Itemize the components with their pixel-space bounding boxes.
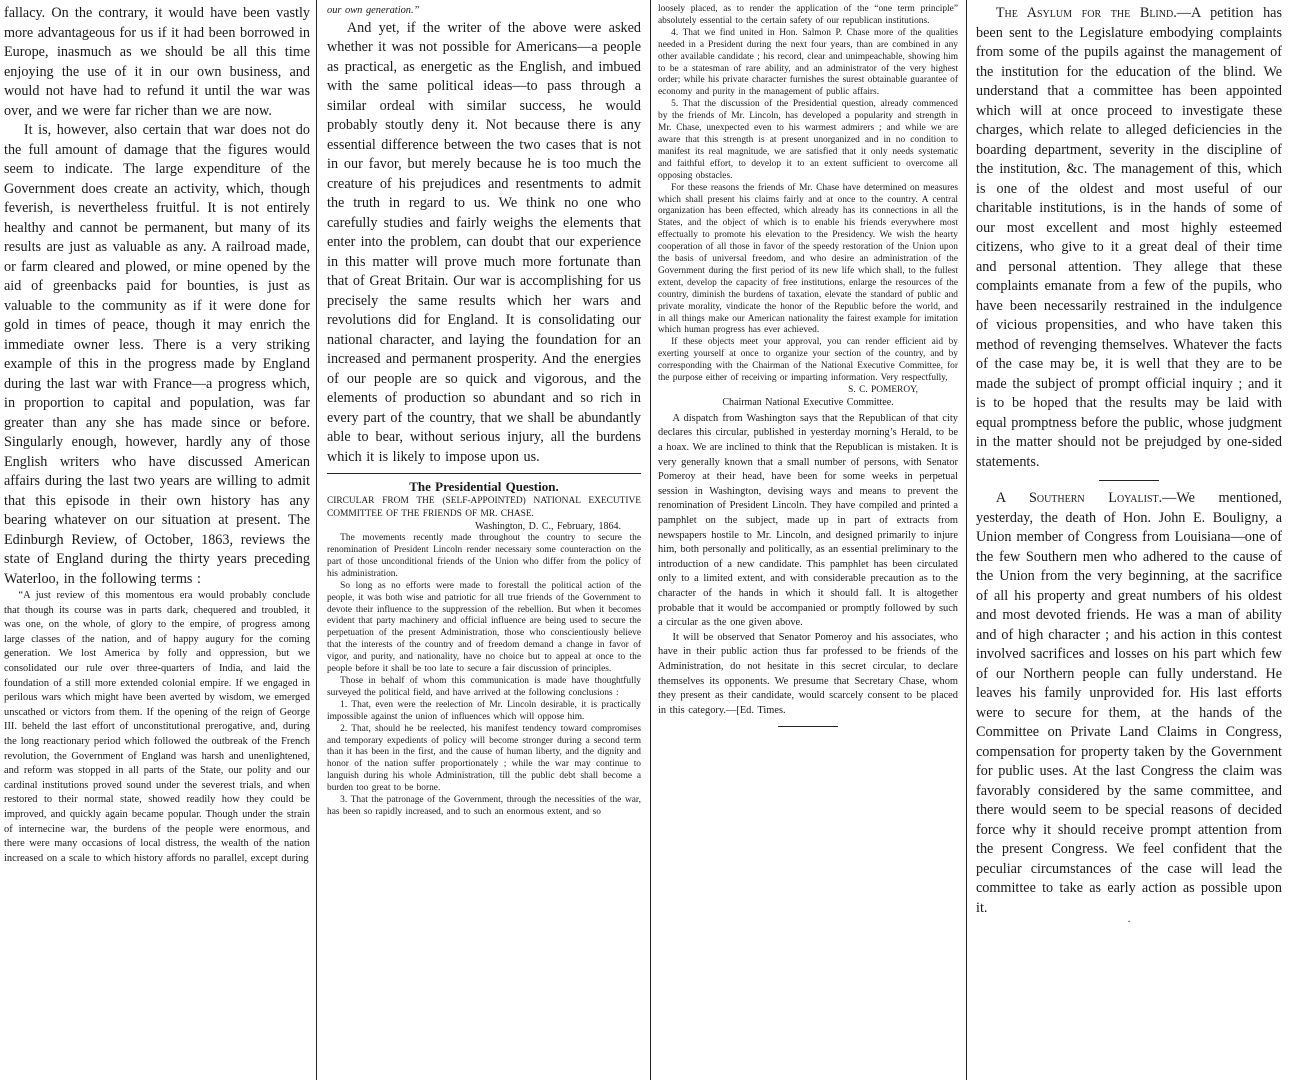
column-4 xyxy=(976,4,1282,1080)
editorial-paragraph: It will be observed that Senator Pomeroy and his associates, who have in their public action thus far professed to be friends of the Administration, do not hesitate in this secret circular, to declare themselves its opponents. We presume that Secretary Chase, whom they present as their candidate, would scarcely consent to be placed in this category.—[Ed. Times. xyxy=(658,631,958,716)
circular-paragraph: 4. That we find united in Hon. Salmon P. Chase more of the qualities needed in a President during the next four years, than are combined in any other available candidate ; his record, clear and unimpeachable, showing him to be a statesman of rare ability, and an administrator of the very highest order; while his private character furnishes the surest obtainable guarantee of economy and purity in the management of public affairs. xyxy=(658,27,958,98)
circular-paragraph: Those in behalf of whom this communication is made have thoughtfully surveyed the political field, and have arrived at the following conclusions : xyxy=(327,675,641,698)
circular-paragraph: 3. That the patronage of the Government, through the necessities of the war, has been so rapidly increased, and to such an enormous extent, and so xyxy=(327,795,641,817)
article-divider xyxy=(1099,480,1159,481)
article-body: —We mentioned, yesterday, the death of Hon. John E. Bouligny, a Union member of Congress from Louisiana—one of the few Southern men who adhered to the cause of the Union from the very beginning, at the sacrifice of all his property and great numbers of his oldest and most devoted friends. He was a man of ability and of high character ; and his action in this contest involved sacrifices and losses on his part which few of our Northern people can fully understand. He leaves his family unprovided for. His last efforts were to secure for them, at the hands of the Committee on Private Land Claims in Congress, compensation for property taken by the Government for public uses. At the last Congress the claim was favorably considered by the same committee, and there would seem to be special reasons of decided force why it should receive prompt attention from the present Congress. We feel confident that the peculiar circumstances of the case will lead the committee to take as early action as possible upon it. xyxy=(976,490,1282,916)
article-heading: A Southern Loyalist. xyxy=(995,490,1163,506)
article-title: The Presidential Question. xyxy=(409,479,559,495)
article-divider xyxy=(327,473,641,474)
circular-paragraph: If these objects meet your approval, you can render efficient aid by exerting yourself at once to organize your section of the country, and by corresponding with the Chairman of the National Executive Committee, for the purpose either of receiving or imparting information. Very respectfully, xyxy=(658,337,958,384)
end-rule xyxy=(778,726,838,727)
column-rule xyxy=(650,0,651,1080)
circular-paragraph: loosely placed, as to render the application of the “one term principle” absolutely essential to the certain safety of our republican institutions. xyxy=(658,4,958,26)
article-subtitle: CIRCULAR FROM THE (SELF-APPOINTED) NATIONAL EXECUTIVE COMMITTEE OF THE FRIENDS OF MR. CHASE. xyxy=(327,496,641,519)
article-paragraph: And yet, if the writer of the above were asked whether it was not possible for Americans—a people as practical, as energetic as the English, and imbued with the same political ideas—to pass through a similar ordeal with similar success, he would probably stoutly deny it. Not because there is any essential difference between the two cases that is not in our favor, but merely because he is too much the creature of his prejudices and resentments to admit the truth in regard to us. We think no one who carefully studies and fairly weighs the elements that enter into the problem, can doubt that our experience in this matter will prove much more fortunate than that of Great Britain. Our war is accomplishing for us precisely the same results which her wars and revolutions did for England. It is consolidating our national character, and laying the foundation for an increased and permanent prosperity. And the energies of our people are so quick and vigorous, and the elements of production so abundant and so rich in every part of the country, that we shall be abundantly able to bear, without serious injury, all the burdens which it is likely to impose upon us. xyxy=(327,19,641,465)
circular-paragraph: 5. That the discussion of the Presidential question, already commenced by the friends of Mr. Lincoln, has developed a popularity and strength in Mr. Chase, unexpected even to his warmest admirers ; and while we are aware that this strength is at present unorganized and in no condition to manifest its real magnitude, we are satisfied that it only needs systematic and faithful effort, to develop it to an extent sufficient to overcome all opposing obstacles. xyxy=(658,99,958,181)
column-rule xyxy=(966,0,967,1080)
article-body: —A petition has been sent to the Legislature embodying complaints from some of the pupils against the management of the institution for the education of the blind. We understand that a committee has been appointed which will at once proceed to investigate these charges, which relate to alleged deficiencies in the boarding department, severity in the discipline of the institution, &c. The management of this, which is one of the oldest and most useful of our charitable institutions, is in the hands of some of our most excellent and most highly esteemed citizens, who give to it a great deal of their time and personal attention. They allege that these complaints emanate from a few of the pupils, who have been necessarily restrained in the indulgence of vicious propensities, and who have taken this method of revenging themselves. Whatever the facts of the case may be, it is well that they are to be made the subject of prompt official inquiry ; and it is to be hoped that the results may be laid with equal promptness before the public, whose judgment in the matter should not be prejudged by one-sided statements. xyxy=(976,5,1282,470)
column-3 xyxy=(658,4,958,1080)
circular-paragraph: 1. That, even were the reelection of Mr. Lincoln desirable, it is practically impossible against the union of influences which will oppose him. xyxy=(327,699,641,722)
dateline: Washington, D. C., February, 1864. xyxy=(475,521,621,533)
circular-paragraph: So long as no efforts were made to forestall the political action of the people, it was both wise and patriotic for all true friends of the Government to devote their influence to the suppression of the rebellion. But when it becomes evident that party machinery and official influence are being used to secure the perpetuation of the present Administration, those who conscientiously believe that the interests of the country and of freedom demand a change in favor of vigor, and purity, and nationality, have no choice but to appeal at once to the people before it shall be too late to secure a fair discussion of principles. xyxy=(327,580,641,675)
signature-name: S. C. POMEROY, xyxy=(848,385,918,395)
quote-continuation: our own generation.” xyxy=(327,5,420,16)
end-dot: · xyxy=(1127,917,1131,928)
article-heading: The Asylum for the Blind. xyxy=(995,5,1177,21)
circular-paragraph: For these reasons the friends of Mr. Chase have determined on measures which shall present his claims fairly and at once to the country. A central organization has been effected, which already has its connections in all the States, and the object of which is to enable his friends everywhere most effectually to promote his elevation to the Presidency. We wish the hearty cooperation of all those in favor of the speedy restoration of the Union upon the basis of universal freedom, and who desire an administration of the Government during the first period of its new life which shall, to the fullest extent, develop the capacity of free institutions, enlarge the resources of the country, diminish the burdens of taxation, elevate the standard of public and private morality, vindicate the honor of the Republic before the world, and in all things make our American nationality the fairest example for imitation which human progress has ever achieved. xyxy=(658,182,958,336)
article-paragraph xyxy=(976,489,1282,918)
article-paragraph: It is, however, also certain that war does not do the full amount of damage that the figures would seem to indicate. The large expenditure of the Government does create an activity, which, though feverish, is nevertheless fruitful. It is not entirely healthy and cannot be permanent, but many of its results are just as valuable as any. A railroad made, or farm cleared and plowed, or mine opened by the aid of greenbacks paid for bounties, is just as valuable to the community as if it were done for gold in times of peace, though it may enrich the immediate owner less. There is a very striking example of this in the progress made by England during the last war with France—a progress which, in proportion to capital and population, was far greater than any she has made since or before. Singularly enough, however, hardly any of those English writers who have discussed American affairs during the last two years are willing to admit that this episode in their own history has any bearing whatever on our situation at present. The Edinburgh Review, of October, 1863, reviews the state of England during the thirty years preceding Waterloo, in the following terms : xyxy=(4,122,310,587)
circular-paragraph: The movements recently made throughout the country to secure the renomination of President Lincoln render necessary some counteraction on the part of those unconditional friends of the Union who differ from the policy of his administration. xyxy=(327,533,641,579)
column-2 xyxy=(327,4,641,1080)
block-quote: “A just review of this momentous era would probably conclude that though its course was in parts dark, chequered and troubled, it was one, on the whole, of glory to the empire, of progress among large classes of the nation, and of happy augury for the coming generation. We lost America by folly and oppression, but we consolidated our rule over three-quarters of India, and laid the foundation of a still more extended colonial empire. If we engaged in perilous wars which might have been averted by wisdom, we emerged unscathed or victors from them. If the opening of the reign of George III. beheld the last effort of unconstitutional prerogative, and, during the long reactionary period which followed the outbreak of the French revolution, the Government of England was harsh and unenlightened, and reform was stopped in all parts of the State, our polity and our cardinal institutions proved sound under the severest trials, and when restored to their normal state, showed readily how they could be improved, and quickly again became popular. Though under the strain of internecine war, the burdens of the people were enormous, and there were many occasions of local distress, the wealth of the nation increased on a scale to which history affords no parallel, except during xyxy=(4,590,310,864)
editorial-paragraph: A dispatch from Washington says that the Republican of that city declares this circular, published in yesterday morning’s Herald, to be a hoax. We are inclined to think that the Republican is mistaken. It is very generally known that a small number of persons, with Senator Pomeroy at their head, have been for some weeks in perpetual session in Washington, devising ways and means to prevent the renomination of President Lincoln. They have compiled and printed a pamphlet on the subject, made up in part of extracts from newspapers hostile to Mr. Lincoln, and designed primarily to injure him, both personally and politically, as an essential preliminary to the introduction of a new candidate. This pamphlet has been circulated only to a limited extent, and with considerable precaution as to the character of the hands in which it should fall. It is altogether probable that it would be accompanied or promptly followed by such a circular as the one given above. xyxy=(658,412,958,629)
circular-paragraph: 2. That, should he be reelected, his manifest tendency toward compromises and temporary expedients of policy will become stronger during a second term than it has been in the first, and the cause of human liberty, and the dignity and honor of the nation suffer proportionately ; while the war may continue to languish during his whole Administration, till the public debt shall become a burden too great to be borne. xyxy=(327,723,641,794)
column-rule xyxy=(316,0,317,1080)
article-paragraph xyxy=(976,4,1282,472)
column-1 xyxy=(4,4,310,1080)
article-paragraph: fallacy. On the contrary, it would have been vastly more advantageous for us if it had been borrowed in Europe, inasmuch as we should be all this time enjoying the use of it in our own business, and would not have had to refund it until the war was over, and we were far richer than we are now. xyxy=(4,5,310,119)
signature-title: Chairman National Executive Committee. xyxy=(722,396,894,408)
